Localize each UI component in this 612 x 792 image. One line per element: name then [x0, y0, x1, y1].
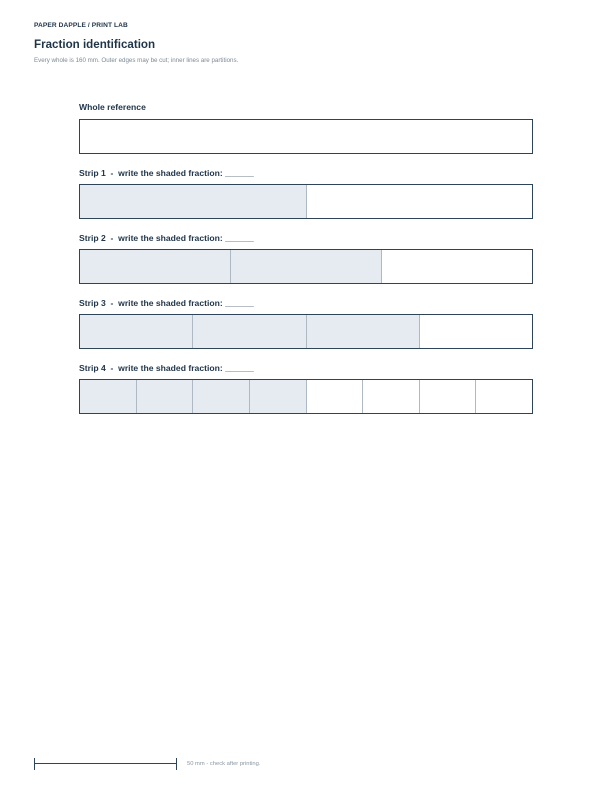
unshaded-part: [419, 315, 532, 348]
shaded-part: [249, 380, 306, 413]
strip-1-bar: [79, 184, 533, 219]
strip-1-label: Strip 1 - write the shaded fraction: ______: [79, 168, 254, 178]
ruler-note: 50 mm - check after printing.: [187, 761, 261, 767]
strip-4-bar: [79, 379, 533, 414]
whole-reference-label: Whole reference: [79, 102, 146, 112]
page-subtitle: Every whole is 160 mm. Outer edges may be cut; inner lines are partitions.: [34, 57, 239, 64]
unshaded-part: [475, 380, 532, 413]
ruler-tick-right: [176, 758, 177, 770]
shaded-part: [192, 315, 305, 348]
strip-3-label: Strip 3 - write the shaded fraction: ______: [79, 298, 254, 308]
shaded-part: [136, 380, 193, 413]
ruler-line: [34, 763, 177, 764]
unshaded-part: [306, 185, 533, 218]
page-title: Fraction identification: [34, 38, 156, 51]
calibration-ruler: [34, 758, 177, 770]
unshaded-part: [306, 380, 363, 413]
shaded-part: [192, 380, 249, 413]
strip-4-label: Strip 4 - write the shaded fraction: ______: [79, 363, 254, 373]
brand-header: PAPER DAPPLE / PRINT LAB: [34, 22, 128, 29]
shaded-part: [80, 380, 136, 413]
strip-2-bar: [79, 249, 533, 284]
unshaded-part: [381, 250, 532, 283]
shaded-part: [306, 315, 419, 348]
whole-reference-bar: [79, 119, 533, 154]
shaded-part: [230, 250, 381, 283]
shaded-part: [80, 250, 230, 283]
strip-3-bar: [79, 314, 533, 349]
unshaded-part: [80, 120, 532, 153]
shaded-part: [80, 315, 192, 348]
unshaded-part: [419, 380, 476, 413]
ruler-tick-left: [34, 758, 35, 770]
unshaded-part: [362, 380, 419, 413]
shaded-part: [80, 185, 306, 218]
strip-2-label: Strip 2 - write the shaded fraction: ______: [79, 233, 254, 243]
